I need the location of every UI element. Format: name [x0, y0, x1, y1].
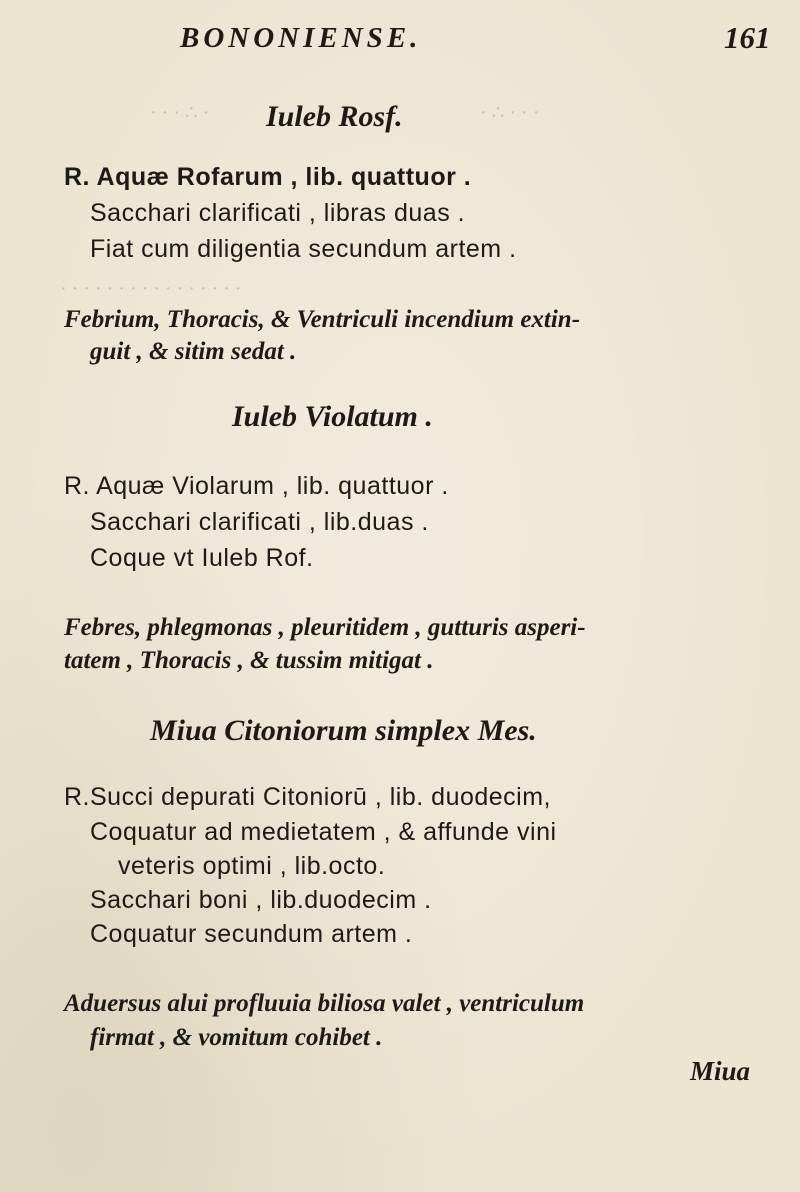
section-heading: Iuleb Violatum .: [232, 400, 433, 433]
show-through-mark: · ∴ · · ·: [480, 102, 540, 124]
catchword: Miua: [690, 1056, 751, 1086]
recipe-line: R. Aquæ Violarum , lib. quattuor .: [64, 472, 449, 500]
running-head: BONONIENSE.: [180, 22, 422, 54]
virtue-line: tatem , Thoracis , & tussim mitigat .: [64, 647, 434, 674]
virtue-line: firmat , & vomitum cohibet .: [90, 1024, 383, 1051]
section-heading: Miua Citoniorum simplex Mes.: [150, 714, 537, 747]
recipe-line: Sacchari clarificati , libras duas .: [90, 199, 466, 227]
show-through-mark: · · · · · · · · · · · · · · · ·: [60, 278, 242, 300]
show-through-mark: · · · ∴ ·: [150, 102, 210, 124]
recipe-line: Coque vt Iuleb Rof.: [90, 544, 314, 572]
section-heading: Iuleb Rosf.: [266, 100, 403, 133]
recipe-line: R. Aquæ Rofarum , lib. quattuor .: [64, 163, 472, 191]
recipe-line: Sacchari boni , lib.duodecim .: [90, 886, 432, 914]
recipe-line: R.Succi depurati Citoniorū , lib. duodecim,: [64, 783, 552, 811]
recipe-line: Coquatur ad medietatem , & affunde vini: [90, 818, 557, 846]
recipe-line: veteris optimi , lib.octo.: [118, 852, 386, 880]
recipe-line: Coquatur secundum artem .: [90, 920, 413, 948]
recipe-line: Fiat cum diligentia secundum artem .: [90, 235, 517, 263]
recipe-line: Sacchari clarificati , lib.duas .: [90, 508, 429, 536]
virtue-line: Aduersus alui profluuia biliosa valet , ventriculum: [64, 990, 585, 1017]
page-number: 161: [724, 20, 771, 55]
virtue-line: guit , & sitim sedat .: [90, 338, 297, 365]
page-header: [0, 6, 800, 66]
virtue-line: Febres, phlegmonas , pleuritidem , gutturis asperi-: [64, 614, 586, 641]
virtue-line: Febrium, Thoracis, & Ventriculi incendium extin-: [64, 306, 581, 333]
